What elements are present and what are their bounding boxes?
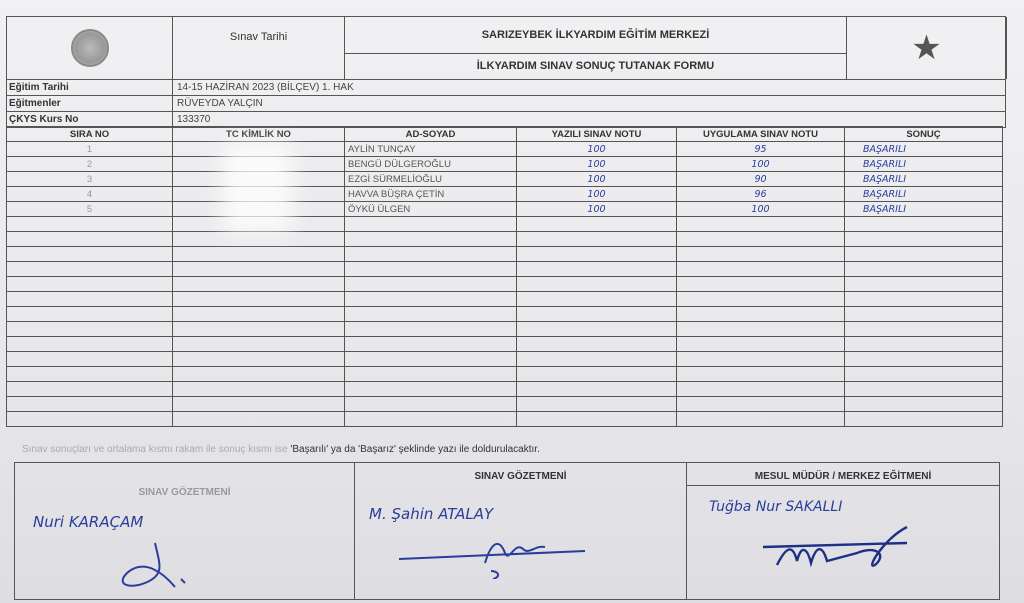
row-sira-no <box>7 412 173 427</box>
col-uygulama: UYGULAMA SINAV NOTU <box>677 127 845 142</box>
table-row <box>7 307 1003 322</box>
row-sira-no: 5 <box>7 202 173 217</box>
note-faded: Sınav sonuçları ve ortalama kısmı rakam ile sonuç kısmı ise <box>22 444 288 455</box>
row-ad-soyad <box>345 247 517 262</box>
center-logo <box>847 17 1007 79</box>
row-yazili-notu <box>517 322 677 337</box>
row-yazili-notu: 100 <box>517 157 677 172</box>
center-name: SARIZEYBEK İLKYARDIM EĞİTİM MERKEZİ <box>481 29 710 41</box>
table-row <box>7 292 1003 307</box>
form-title: İLKYARDIM SINAV SONUÇ TUTANAK FORMU <box>345 53 846 79</box>
row-sira-no <box>7 292 173 307</box>
row-ad-soyad <box>345 367 517 382</box>
row-yazili-notu <box>517 352 677 367</box>
row-yazili-notu <box>517 397 677 412</box>
sig2-name: M. Şahin ATALAY <box>369 505 494 523</box>
table-row <box>7 367 1003 382</box>
row-sira-no <box>7 277 173 292</box>
row-ad-soyad <box>345 412 517 427</box>
row-sonuc <box>845 292 1003 307</box>
row-uygulama-notu <box>677 352 845 367</box>
table-header-row <box>7 127 1003 142</box>
note-main: 'Başarılı' ya da 'Başarız' şeklinde yazı ile doldurulacaktır. <box>290 444 540 455</box>
row-tc-kimlik <box>173 262 345 277</box>
row-sonuc <box>845 322 1003 337</box>
row-ad-soyad: BENGÜ DÜLGEROĞLU <box>345 157 517 172</box>
egitmenler-label: Eğitmenler <box>7 96 173 111</box>
table-row <box>7 187 1003 202</box>
sig3-name: Tuğba Nur SAKALLI <box>709 499 843 515</box>
row-uygulama-notu: 90 <box>677 172 845 187</box>
sig2-signature <box>395 529 595 579</box>
col-sira-no: SIRA NO <box>7 127 173 142</box>
egitim-tarihi-value: 14-15 HAZİRAN 2023 (BİLÇEV) 1. HAK <box>177 82 354 93</box>
table-row <box>7 142 1003 157</box>
row-uygulama-notu <box>677 412 845 427</box>
table-row <box>7 277 1003 292</box>
row-uygulama-notu: 100 <box>677 157 845 172</box>
row-ad-soyad <box>345 397 517 412</box>
row-ad-soyad <box>345 277 517 292</box>
row-uygulama-notu: 96 <box>677 187 845 202</box>
row-sonuc: BAŞARILI <box>845 142 1003 157</box>
row-sira-no <box>7 307 173 322</box>
ministry-seal-logo <box>7 17 173 79</box>
row-sira-no <box>7 232 173 247</box>
row-uygulama-notu <box>677 397 845 412</box>
table-row <box>7 397 1003 412</box>
row-tc-kimlik <box>173 397 345 412</box>
sig1-name: Nuri KARAÇAM <box>33 513 144 531</box>
signature-col-2 <box>355 463 687 599</box>
row-sira-no <box>7 397 173 412</box>
table-row <box>7 262 1003 277</box>
row-sira-no: 2 <box>7 157 173 172</box>
course-info <box>6 80 1006 128</box>
row-yazili-notu: 100 <box>517 202 677 217</box>
row-ad-soyad <box>345 337 517 352</box>
results-table <box>6 126 1003 427</box>
row-sonuc <box>845 262 1003 277</box>
row-ad-soyad: AYLİN TUNÇAY <box>345 142 517 157</box>
signature-col-3 <box>687 463 999 599</box>
row-ad-soyad <box>345 262 517 277</box>
row-tc-kimlik <box>173 277 345 292</box>
col-sonuc: SONUÇ <box>845 127 1003 142</box>
row-sonuc <box>845 337 1003 352</box>
row-sonuc <box>845 217 1003 232</box>
row-uygulama-notu <box>677 382 845 397</box>
row-yazili-notu <box>517 247 677 262</box>
row-tc-kimlik <box>173 337 345 352</box>
star-logo-icon: ★ <box>911 29 942 67</box>
col-yazili: YAZILI SINAV NOTU <box>517 127 677 142</box>
table-row <box>7 172 1003 187</box>
row-ad-soyad <box>345 232 517 247</box>
table-row <box>7 217 1003 232</box>
row-yazili-notu <box>517 307 677 322</box>
row-sonuc <box>845 247 1003 262</box>
row-uygulama-notu <box>677 277 845 292</box>
table-row <box>7 337 1003 352</box>
row-sonuc <box>845 412 1003 427</box>
row-yazili-notu: 100 <box>517 142 677 157</box>
row-uygulama-notu <box>677 322 845 337</box>
instruction-note <box>22 444 540 455</box>
row-tc-kimlik <box>173 247 345 262</box>
row-sira-no <box>7 352 173 367</box>
row-sonuc <box>845 382 1003 397</box>
row-sonuc <box>845 277 1003 292</box>
row-ad-soyad: HAVVA BÜŞRA ÇETİN <box>345 187 517 202</box>
row-sonuc <box>845 352 1003 367</box>
row-sira-no <box>7 382 173 397</box>
row-sira-no <box>7 337 173 352</box>
table-row <box>7 232 1003 247</box>
row-sonuc <box>845 397 1003 412</box>
row-sonuc: BAŞARILI <box>845 202 1003 217</box>
row-yazili-notu <box>517 382 677 397</box>
title-block <box>345 17 847 79</box>
sig1-header: SINAV GÖZETMENİ <box>138 487 231 498</box>
row-sonuc <box>845 232 1003 247</box>
row-sonuc: BAŞARILI <box>845 157 1003 172</box>
row-uygulama-notu <box>677 337 845 352</box>
col-ad-soyad: AD-SOYAD <box>345 127 517 142</box>
row-ad-soyad <box>345 352 517 367</box>
row-uygulama-notu <box>677 262 845 277</box>
row-sira-no <box>7 247 173 262</box>
row-sonuc <box>845 367 1003 382</box>
col-tc-kimlik: TC KİMLİK NO <box>173 127 345 142</box>
redacted-tc-numbers <box>222 143 292 233</box>
ckys-value: 133370 <box>177 114 211 125</box>
row-tc-kimlik <box>173 382 345 397</box>
row-yazili-notu <box>517 367 677 382</box>
row-sonuc: BAŞARILI <box>845 187 1003 202</box>
row-yazili-notu <box>517 262 677 277</box>
sinav-tarihi-label: Sınav Tarihi <box>173 17 345 79</box>
table-row <box>7 352 1003 367</box>
row-yazili-notu <box>517 412 677 427</box>
row-sonuc <box>845 307 1003 322</box>
sig3-header: MESUL MÜDÜR / MERKEZ EĞİTMENİ <box>754 471 932 482</box>
table-row <box>7 202 1003 217</box>
sig3-signature <box>757 525 937 575</box>
row-sira-no: 1 <box>7 142 173 157</box>
sig1-signature <box>105 535 195 597</box>
row-yazili-notu <box>517 277 677 292</box>
row-uygulama-notu <box>677 307 845 322</box>
row-tc-kimlik <box>173 352 345 367</box>
row-tc-kimlik <box>173 292 345 307</box>
row-ad-soyad: EZGİ SÜRMELİOĞLU <box>345 172 517 187</box>
table-row <box>7 382 1003 397</box>
row-yazili-notu: 100 <box>517 187 677 202</box>
row-yazili-notu <box>517 217 677 232</box>
ckys-label: ÇKYS Kurs No <box>7 112 173 127</box>
egitmenler-value: RÜVEYDA YALÇIN <box>177 98 263 109</box>
row-yazili-notu <box>517 337 677 352</box>
table-row <box>7 247 1003 262</box>
sig2-header: SINAV GÖZETMENİ <box>474 471 567 482</box>
row-sonuc: BAŞARILI <box>845 172 1003 187</box>
row-yazili-notu <box>517 292 677 307</box>
row-sira-no <box>7 217 173 232</box>
row-ad-soyad <box>345 322 517 337</box>
table-row <box>7 322 1003 337</box>
row-ad-soyad <box>345 217 517 232</box>
form-header <box>6 16 1006 80</box>
signature-col-1 <box>15 463 355 599</box>
row-uygulama-notu: 100 <box>677 202 845 217</box>
table-row <box>7 412 1003 427</box>
row-sira-no <box>7 367 173 382</box>
row-uygulama-notu <box>677 292 845 307</box>
row-yazili-notu: 100 <box>517 172 677 187</box>
row-tc-kimlik <box>173 367 345 382</box>
row-yazili-notu <box>517 232 677 247</box>
row-ad-soyad <box>345 382 517 397</box>
row-ad-soyad <box>345 292 517 307</box>
row-sira-no: 3 <box>7 172 173 187</box>
row-uygulama-notu <box>677 247 845 262</box>
row-ad-soyad <box>345 307 517 322</box>
row-uygulama-notu <box>677 232 845 247</box>
signature-section <box>14 462 1000 600</box>
row-uygulama-notu: 95 <box>677 142 845 157</box>
egitim-tarihi-label: Eğitim Tarihi <box>7 80 173 95</box>
row-tc-kimlik <box>173 412 345 427</box>
table-row <box>7 157 1003 172</box>
row-tc-kimlik <box>173 322 345 337</box>
row-tc-kimlik <box>173 232 345 247</box>
row-uygulama-notu <box>677 217 845 232</box>
row-ad-soyad: ÖYKÜ ÜLGEN <box>345 202 517 217</box>
row-sira-no <box>7 322 173 337</box>
row-tc-kimlik <box>173 307 345 322</box>
row-sira-no <box>7 262 173 277</box>
row-sira-no: 4 <box>7 187 173 202</box>
seal-icon <box>71 29 109 67</box>
row-uygulama-notu <box>677 367 845 382</box>
